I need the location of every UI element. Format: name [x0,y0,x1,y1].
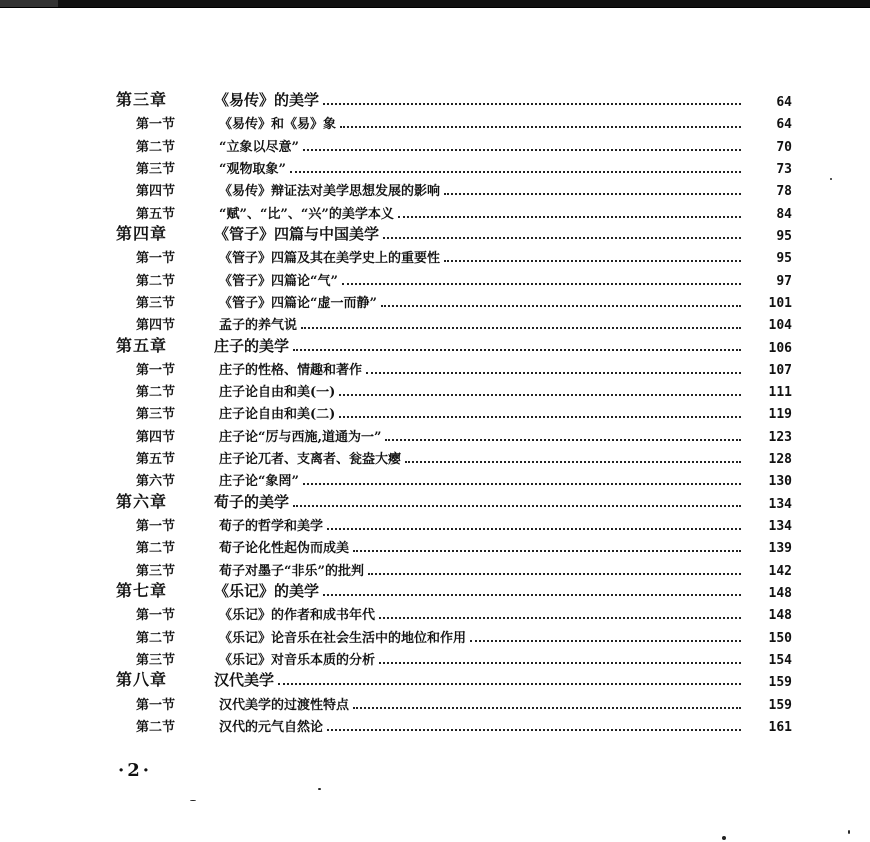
toc-entry-title [219,470,741,489]
toc-entry-title [219,649,741,668]
toc-entry-title [214,669,741,690]
toc-leader-dots [353,550,741,552]
toc-entry-label: 第四节 [136,184,176,200]
toc-entry-page: 130 [768,474,792,490]
toc-leader-dots [368,573,741,575]
toc-section-entry [0,512,870,534]
toc-entry-title [219,426,741,445]
toc-leader-dots [342,283,741,285]
toc-entry-page: 142 [768,563,792,579]
toc-leader-dots [303,149,741,151]
page-number: ·2· [118,760,153,781]
toc-entry-label: 第三节 [136,407,176,423]
toc-section-entry [0,646,870,668]
toc-section-entry [0,467,870,489]
toc-section-entry [0,267,870,289]
toc-section-entry [0,713,870,735]
toc-section-entry [0,311,870,333]
toc-entry-title-text: 荀子的哲学和美学 [219,519,324,535]
toc-entry-title-text: 荀子论化性起伪而成美 [219,541,350,557]
toc-entry-title-text: 《乐记》对音乐本质的分析 [219,653,376,668]
toc-leader-dots [278,683,741,685]
toc-entry-title [219,604,741,623]
toc-leader-dots [339,394,741,396]
toc-entry-label: 第三节 [136,161,176,177]
toc-entry-title [219,716,741,735]
toc-entry-label: 第八章 [116,670,168,690]
toc-entry-label: 第三节 [136,653,176,668]
toc-entry-page: 154 [768,653,792,668]
toc-entry-page: 107 [768,362,792,378]
toc-leader-dots [293,505,741,507]
toc-entry-page: 159 [768,675,792,691]
toc-entry-title [219,537,741,556]
toc-entry-title [214,223,741,244]
toc-section-entry [0,557,870,579]
toc-entry-page: 84 [776,206,792,222]
toc-entry-label: 第四节 [136,318,176,334]
toc-entry-page: 70 [776,139,792,155]
toc-entry-page: 123 [768,429,792,445]
toc-entry-page: 134 [768,519,792,535]
toc-entry-label: 第三节 [136,563,176,579]
toc-entry-title-text: 庄子论“象罔” [219,474,299,490]
toc-entry-title [219,113,741,132]
toc-entry-title [219,359,741,378]
toc-leader-dots [444,260,741,262]
toc-chapter-entry [0,88,870,110]
toc-chapter-entry [0,334,870,356]
toc-entry-title-text: 汉代美学 [214,671,275,690]
toc-entry-label: 第五节 [136,452,176,468]
toc-chapter-entry [0,668,870,690]
toc-section-entry [0,624,870,646]
toc-entry-title-text: 庄子的美学 [214,336,290,355]
toc-leader-dots [353,707,741,709]
top-scan-bar [0,0,870,8]
toc-entry-label: 第一节 [136,608,176,624]
toc-entry-page: 150 [768,630,792,646]
toc-entry-page: 148 [768,608,792,624]
toc-entry-title [219,381,741,400]
toc-entry-title-text: 孟子的养气说 [219,318,298,334]
toc-entry-title [219,292,741,311]
toc-leader-dots [405,461,741,463]
toc-entry-page: 159 [768,697,792,713]
toc-leader-dots [293,349,741,351]
toc-entry-title-text: “赋”、“比”、“兴”的美学本义 [219,206,394,222]
toc-entry-page: 106 [768,340,792,356]
toc-leader-dots [340,126,741,128]
toc-section-entry [0,289,870,311]
toc-entry-label: 第一节 [136,362,176,378]
toc-entry-page: 148 [768,586,792,602]
toc-leader-dots [339,416,741,418]
scan-speck [190,800,196,801]
toc-section-entry [0,423,870,445]
toc-entry-title-text: 《管子》四篇论“虚一而静” [219,295,377,311]
toc-entry-title [219,515,741,534]
toc-entry-title [219,270,741,289]
toc-leader-dots [290,171,741,173]
toc-entry-page: 111 [768,385,792,401]
scan-speck [722,836,726,840]
toc-entry-title-text: 《易传》的美学 [214,91,320,109]
toc-entry-title-text: 庄子论自由和美(二) [219,407,336,423]
toc-entry-page: 104 [768,318,792,334]
toc-entry-title [219,403,741,422]
toc-leader-dots [379,617,741,619]
toc-entry-title [219,694,741,713]
toc-entry-title [219,203,741,222]
toc-entry-title [219,448,741,467]
toc-leader-dots [398,216,741,218]
toc-entry-page: 64 [776,117,792,133]
toc-entry-title [219,136,741,155]
toc-entry-page: 95 [776,251,792,267]
scan-speck [318,788,321,790]
toc-leader-dots [327,528,741,530]
toc-entry-page: 73 [776,161,792,177]
toc-entry-label: 第一节 [136,519,176,535]
toc-entry-label: 第一节 [136,117,176,133]
toc-leader-dots [379,662,741,664]
toc-section-entry [0,691,870,713]
toc-entry-title-text: 《管子》四篇论“气” [219,273,338,289]
toc-entry-title-text: 荀子对墨子“非乐”的批判 [219,563,364,579]
toc-leader-dots [323,594,741,596]
toc-entry-label: 第一节 [136,251,176,267]
toc-entry-page: 101 [768,295,792,311]
toc-entry-title [214,335,741,356]
toc-leader-dots [444,193,741,195]
toc-entry-title [219,180,741,199]
toc-section-entry [0,534,870,556]
toc-entry-title-text: 《乐记》论音乐在社会生活中的地位和作用 [219,630,467,646]
toc-entry-title-text: 汉代美学的过渡性特点 [219,697,350,713]
toc-section-entry [0,200,870,222]
top-scan-tab [0,0,58,7]
toc-leader-dots [385,439,741,441]
toc-section-entry [0,378,870,400]
toc-entry-label: 第六章 [116,491,168,511]
toc-entry-title-text: 《乐记》的作者和成书年代 [219,608,376,624]
toc-entry-title [219,314,741,333]
toc-entry-label: 第七章 [116,581,168,601]
toc-entry-label: 第二节 [136,719,176,735]
toc-entry-title-text: “观物取象” [219,161,286,177]
toc-entry-label: 第二节 [136,385,176,401]
toc-entry-label: 第五节 [136,206,176,222]
toc-entry-title [219,627,741,646]
toc-entry-page: 78 [776,184,792,200]
toc-entry-label: 第五章 [116,335,168,355]
toc-section-entry [0,244,870,266]
toc-section-entry [0,601,870,623]
toc-entry-label: 第二节 [136,541,176,557]
toc-entry-title [214,491,741,512]
toc-entry-title-text: “立象以尽意” [219,139,299,155]
toc-entry-title-text: 庄子的性格、情趣和著作 [219,362,363,378]
toc-entry-title [214,89,741,110]
toc-leader-dots [366,372,741,374]
toc-entry-label: 第六节 [136,474,176,490]
toc-entry-label: 第二节 [136,139,176,155]
toc-entry-title [219,560,741,579]
toc-section-entry [0,400,870,422]
toc-section-entry [0,110,870,132]
toc-entry-title-text: 庄子论兀者、支离者、瓮盎大瘿 [219,452,402,468]
toc-chapter-entry [0,579,870,601]
toc-entry-label: 第四节 [136,429,176,445]
toc-entry-label: 第一节 [136,697,176,713]
toc-entry-title-text: 庄子论自由和美(一) [219,385,336,401]
toc-leader-dots [301,327,741,329]
toc-entry-title-text: 汉代的元气自然论 [219,719,324,735]
toc-entry-title [219,247,741,266]
toc-entry-page: 97 [776,273,792,289]
scan-speck [830,178,832,180]
toc-entry-label: 第二节 [136,273,176,289]
toc-entry-title [219,158,741,177]
toc-entry-title-text: 《易传》辩证法对美学思想发展的影响 [219,184,441,200]
toc-entry-label: 第四章 [116,223,168,243]
toc-section-entry [0,356,870,378]
toc-leader-dots [470,640,741,642]
toc-section-entry [0,445,870,467]
toc-entry-page: 128 [768,452,792,468]
toc-leader-dots [381,305,741,307]
toc-entry-label: 第三节 [136,295,176,311]
toc-entry-title-text: 《管子》四篇及其在美学史上的重要性 [219,251,441,267]
toc-entry-title-text: 荀子的美学 [214,492,290,511]
toc-entry-page: 139 [768,541,792,557]
toc-chapter-entry [0,490,870,512]
toc-section-entry [0,155,870,177]
toc-leader-dots [383,237,741,239]
toc-entry-page: 95 [776,228,792,244]
toc-entry-page: 64 [776,95,792,110]
toc-entry-title-text: 《乐记》的美学 [214,582,320,601]
toc-entry-title-text: 《管子》四篇与中国美学 [214,224,380,243]
toc-entry-title-text: 《易传》和《易》象 [219,117,337,133]
toc-entry-label: 第二节 [136,630,176,646]
toc-entry-title [214,580,741,601]
toc-chapter-entry [0,222,870,244]
toc-entry-title-text: 庄子论“厉与西施,道通为一” [219,429,382,445]
toc-leader-dots [303,483,741,485]
toc-leader-dots [327,729,741,731]
toc-section-entry [0,177,870,199]
toc-entry-page: 119 [768,407,792,423]
toc-entry-page: 134 [768,496,792,512]
toc-entry-page: 161 [768,719,792,735]
toc-leader-dots [323,103,741,105]
toc-section-entry [0,133,870,155]
scan-speck [848,830,850,834]
toc-entry-label: 第三章 [116,90,168,109]
